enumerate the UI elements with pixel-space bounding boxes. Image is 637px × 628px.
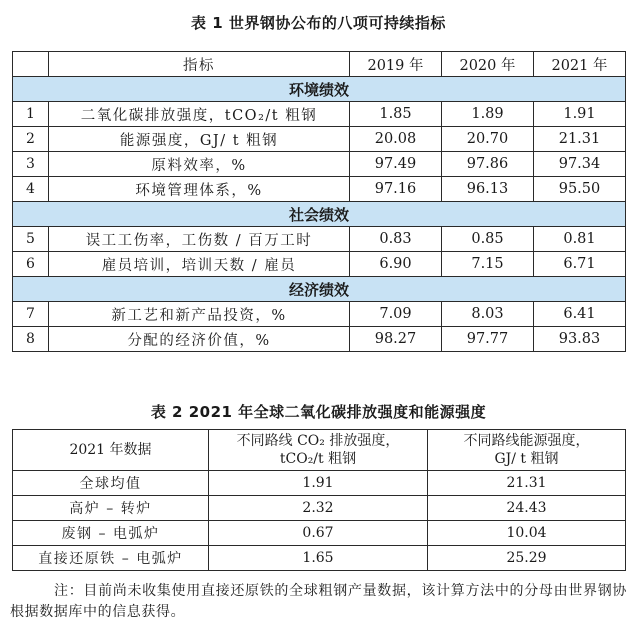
row-number: 7	[13, 302, 49, 327]
row-value: 0.81	[534, 227, 626, 252]
row-indicator-label: 环境管理体系，%	[49, 177, 350, 202]
table-row	[13, 252, 626, 277]
row-number: 8	[13, 327, 49, 352]
row-value: 95.50	[534, 177, 626, 202]
row-indicator-label: 分配的经济价值，%	[49, 327, 350, 352]
co2-energy-intensity-table	[12, 429, 626, 571]
row-value: 96.13	[442, 177, 534, 202]
table-row	[13, 127, 626, 152]
row-number: 2	[13, 127, 49, 152]
row-number: 3	[13, 152, 49, 177]
row-value: 93.83	[534, 327, 626, 352]
header-co2-intensity	[209, 430, 428, 471]
energy-intensity-value: 25.29	[428, 546, 626, 571]
table1-caption: 表 1 世界钢协公布的八项可持续指标	[191, 14, 446, 32]
table-row	[13, 546, 626, 571]
row-value: 21.31	[534, 127, 626, 152]
table1-header-row	[13, 52, 626, 77]
sustainability-indicators-table	[12, 51, 626, 352]
row-value: 6.71	[534, 252, 626, 277]
table-row	[13, 496, 626, 521]
row-indicator-label: 能源强度，GJ/ t 粗钢	[49, 127, 350, 152]
row-indicator-label: 雇员培训，培训天数 / 雇员	[49, 252, 350, 277]
row-value: 1.89	[442, 102, 534, 127]
row-number: 1	[13, 102, 49, 127]
section-row	[13, 202, 626, 227]
co2-intensity-value: 1.65	[209, 546, 428, 571]
row-number: 5	[13, 227, 49, 252]
table-row	[13, 102, 626, 127]
header-year: 2020 年	[442, 52, 534, 77]
row-value: 97.34	[534, 152, 626, 177]
row-value: 8.03	[442, 302, 534, 327]
co2-intensity-value: 0.67	[209, 521, 428, 546]
row-indicator-label: 误工工伤率，工伤数 / 百万工时	[49, 227, 350, 252]
section-row	[13, 277, 626, 302]
table2-header-row	[13, 430, 626, 471]
row-indicator-label: 新工艺和新产品投资，%	[49, 302, 350, 327]
row-value: 1.91	[534, 102, 626, 127]
row-value: 20.08	[350, 127, 442, 152]
header-indicator: 指标	[49, 52, 350, 77]
row-number: 6	[13, 252, 49, 277]
row-value: 0.85	[442, 227, 534, 252]
header-2021-data: 2021 年数据	[13, 430, 209, 471]
table-row	[13, 227, 626, 252]
route-label: 废钢 – 电弧炉	[13, 521, 209, 546]
table-row	[13, 471, 626, 496]
row-value: 6.90	[350, 252, 442, 277]
table-row	[13, 302, 626, 327]
table-row	[13, 521, 626, 546]
row-value: 6.41	[534, 302, 626, 327]
route-label: 高炉 – 转炉	[13, 496, 209, 521]
energy-intensity-value: 21.31	[428, 471, 626, 496]
row-value: 98.27	[350, 327, 442, 352]
energy-intensity-value: 10.04	[428, 521, 626, 546]
table-row	[13, 327, 626, 352]
table2-caption: 表 2 2021 年全球二氧化碳排放强度和能源强度	[150, 403, 487, 421]
route-label: 直接还原铁 – 电弧炉	[13, 546, 209, 571]
header-energy-intensity-line1: 不同路线能源强度，	[463, 433, 590, 449]
row-value: 97.77	[442, 327, 534, 352]
row-value: 20.70	[442, 127, 534, 152]
co2-intensity-value: 2.32	[209, 496, 428, 521]
row-value: 0.83	[350, 227, 442, 252]
row-value: 97.86	[442, 152, 534, 177]
row-value: 7.09	[350, 302, 442, 327]
co2-intensity-value: 1.91	[209, 471, 428, 496]
header-co2-intensity-line1: 不同路线 CO₂ 排放强度，	[236, 433, 400, 449]
section-title: 环境绩效	[13, 77, 626, 102]
energy-intensity-value: 24.43	[428, 496, 626, 521]
header-energy-intensity	[428, 430, 626, 471]
row-value: 97.16	[350, 177, 442, 202]
section-title: 经济绩效	[13, 277, 626, 302]
row-value: 7.15	[442, 252, 534, 277]
route-label: 全球均值	[13, 471, 209, 496]
table-row	[13, 177, 626, 202]
section-title: 社会绩效	[13, 202, 626, 227]
row-value: 97.49	[350, 152, 442, 177]
section-row	[13, 77, 626, 102]
header-co2-intensity-line2: tCO₂/t 粗钢	[279, 451, 357, 467]
row-value: 1.85	[350, 102, 442, 127]
header-energy-intensity-line2: GJ/ t 粗钢	[494, 451, 559, 467]
row-indicator-label: 二氧化碳排放强度，tCO₂/t 粗钢	[49, 102, 350, 127]
header-index-cell	[13, 52, 49, 77]
table-row	[13, 152, 626, 177]
row-indicator-label: 原料效率，%	[49, 152, 350, 177]
header-year: 2021 年	[534, 52, 626, 77]
table-note: 注：目前尚未收集使用直接还原铁的全球粗钢产量数据，该计算方法中的分母由世界钢协根据数据库中的信息获得。	[10, 583, 627, 620]
header-year: 2019 年	[350, 52, 442, 77]
row-number: 4	[13, 177, 49, 202]
